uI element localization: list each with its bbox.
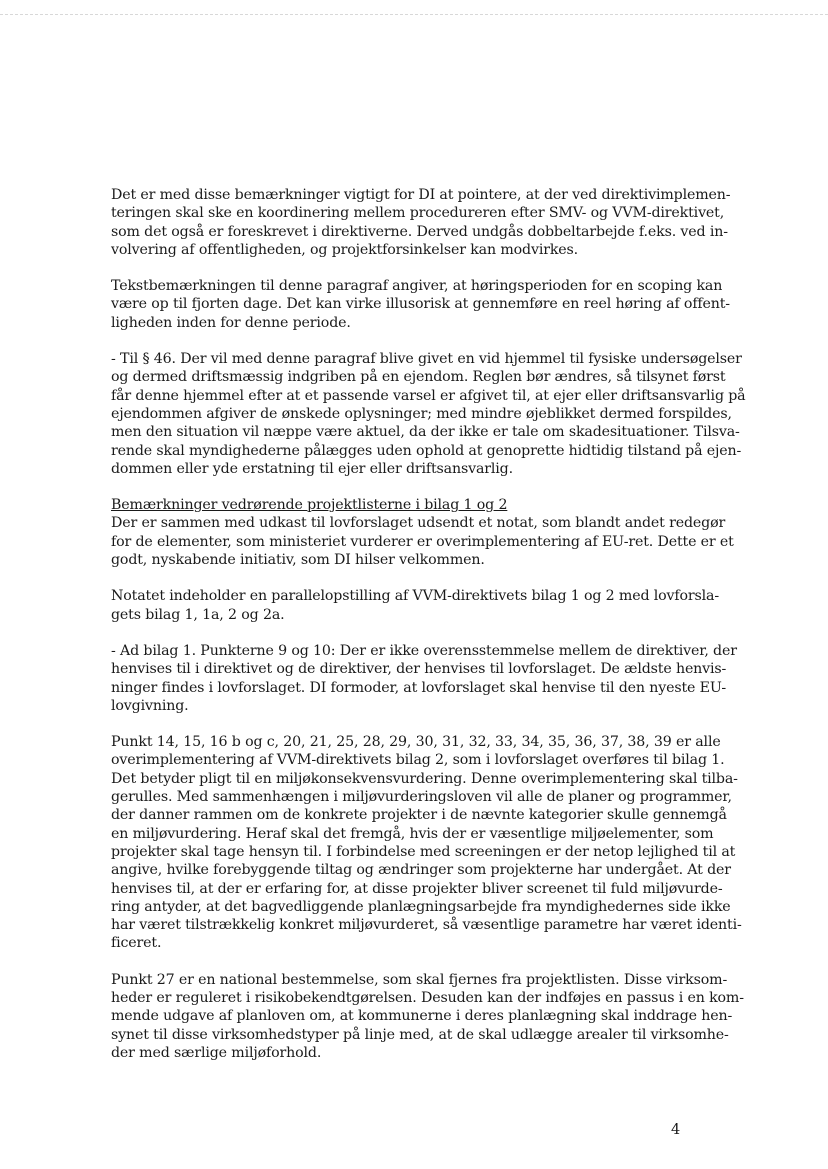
text-line: får denne hjemmel efter at et passende varsel er afgivet til, at ejer eller driftsansvarlig på [111,387,746,404]
text-line: overimplementering af VVM-direktivets bilag 2, som i lovforslaget overføres til bilag 1. [111,752,725,769]
text-line: en miljøvurdering. Heraf skal det fremgå, hvis der er væsentlige miljøelementer, som [111,825,714,842]
paragraph [111,733,742,953]
text-line: Punkt 14, 15, 16 b og c, 20, 21, 25, 28, 29, 30, 31, 32, 33, 34, 35, 36, 37, 38, 39 er alle [111,734,721,751]
paragraph [111,277,730,332]
text-line: dommen eller yde erstatning til ejer eller driftsansvarlig. [111,460,513,477]
text-line: angive, hvilke forebyggende tiltag og ændringer som projekterne har undergået. At der [111,862,731,879]
paragraph [111,642,737,715]
text-line: mende udgave af planloven om, at kommunerne i deres planlægning skal inddrage hen- [111,1008,733,1025]
scan-top-edge [0,14,828,15]
paragraph [111,186,731,259]
paragraph [111,971,744,1062]
page-number: 4 [671,1122,681,1138]
text-line: har været tilstrækkelig konkret miljøvurderet, så væsentlige parametre har været identi- [111,917,742,934]
text-line: for de elementer, som ministeriet vurderer er overimplementering af EU-ret. Dette er et [111,533,734,550]
text-line: være op til fjorten dage. Det kan virke illusorisk at gennemføre en reel høring af offent- [111,296,730,313]
text-line: rende skal myndighederne pålægges uden ophold at genoprette hidtidig tilstand på ejen- [111,442,742,459]
text-line: gerulles. Med sammenhængen i miljøvurderingsloven vil alle de planer og programmer, [111,789,732,806]
paragraph [111,587,719,624]
text-line: ligheden inden for denne periode. [111,314,351,331]
text-line: - Ad bilag 1. Punkterne 9 og 10: Der er ikke overensstemmelse mellem de direktiver, der [111,642,737,659]
text-line: Det er med disse bemærkninger vigtigt for DI at pointere, at der ved direktivimplemen- [111,187,731,203]
text-line: men den situation vil næppe være aktuel, da der ikke er tale om skadesituationer. Tilsva- [111,424,740,441]
text-line: lovgivning. [111,697,189,714]
text-line: heder er reguleret i risikobekendtgørelsen. Desuden kan der indføjes en passus i en kom- [111,989,744,1006]
text-line: og dermed driftsmæssig indgriben på en ejendom. Reglen bør ændres, så tilsynet først [111,369,726,386]
text-line: der med særlige miljøforhold. [111,1044,322,1061]
paragraph [111,350,746,478]
text-line: henvises til, at der er erfaring for, at disse projekter bliver screenet til fuld miljøvurde- [111,880,723,897]
text-line: ejendommen afgiver de ønskede oplysninger; med mindre øjeblikket dermed forspildes, [111,405,732,422]
text-line: gets bilag 1, 1a, 2 og 2a. [111,606,285,623]
text-line: Tekstbemærkningen til denne paragraf angiver, at høringsperioden for en scoping kan [111,278,723,295]
text-line: henvises til i direktivet og de direktiver, der henvises til lovforslaget. De ældste henvis- [111,661,727,678]
text-line: ring antyder, at det bagvedliggende planlægningsarbejde fra myndighedernes side ikke [111,898,731,915]
text-line: Der er sammen med udkast til lovforslaget udsendt et notat, som blandt andet redegør [111,515,726,532]
text-line: volvering af offentligheden, og projektforsinkelser kan modvirkes. [111,241,579,258]
text-line: godt, nyskabende initiativ, som DI hilser velkommen. [111,552,485,569]
text-line: Punkt 27 er en national bestemmelse, som skal fjernes fra projektlisten. Disse virksom- [111,971,728,988]
text-line: Notatet indeholder en parallelopstilling af VVM-direktivets bilag 1 og 2 med lovforsla- [111,588,719,605]
text-line: projekter skal tage hensyn til. I forbindelse med screeningen er der netop lejlighed til at [111,843,736,860]
paragraph [111,496,734,569]
text-line: synet til disse virksomhedstyper på linje med, at de skal udlægge arealer til virksomhe- [111,1026,729,1043]
text-line: som det også er foreskrevet i direktiverne. Derved undgås dobbeltarbejde f.eks. ved in- [111,223,728,240]
text-line: der danner rammen om de konkrete projekter i de nævnte kategorier skulle gennemgå [111,807,727,824]
text-line: Det betyder pligt til en miljøkonsekvensvurdering. Denne overimplementering skal tilba- [111,770,738,787]
text-line: ficeret. [111,935,162,952]
text-line: teringen skal ske en koordinering mellem procedureren efter SMV- og VVM-direktivet, [111,205,725,222]
text-line: - Til § 46. Der vil med denne paragraf blive givet en vid hjemmel til fysiske undersøgelser [111,351,742,368]
section-heading: Bemærkninger vedrørende projektlisterne i bilag 1 og 2 [111,497,508,514]
text-line: ninger findes i lovforslaget. DI formoder, at lovforslaget skal henvise til den nyeste EU- [111,679,727,696]
document-body [111,186,746,1080]
